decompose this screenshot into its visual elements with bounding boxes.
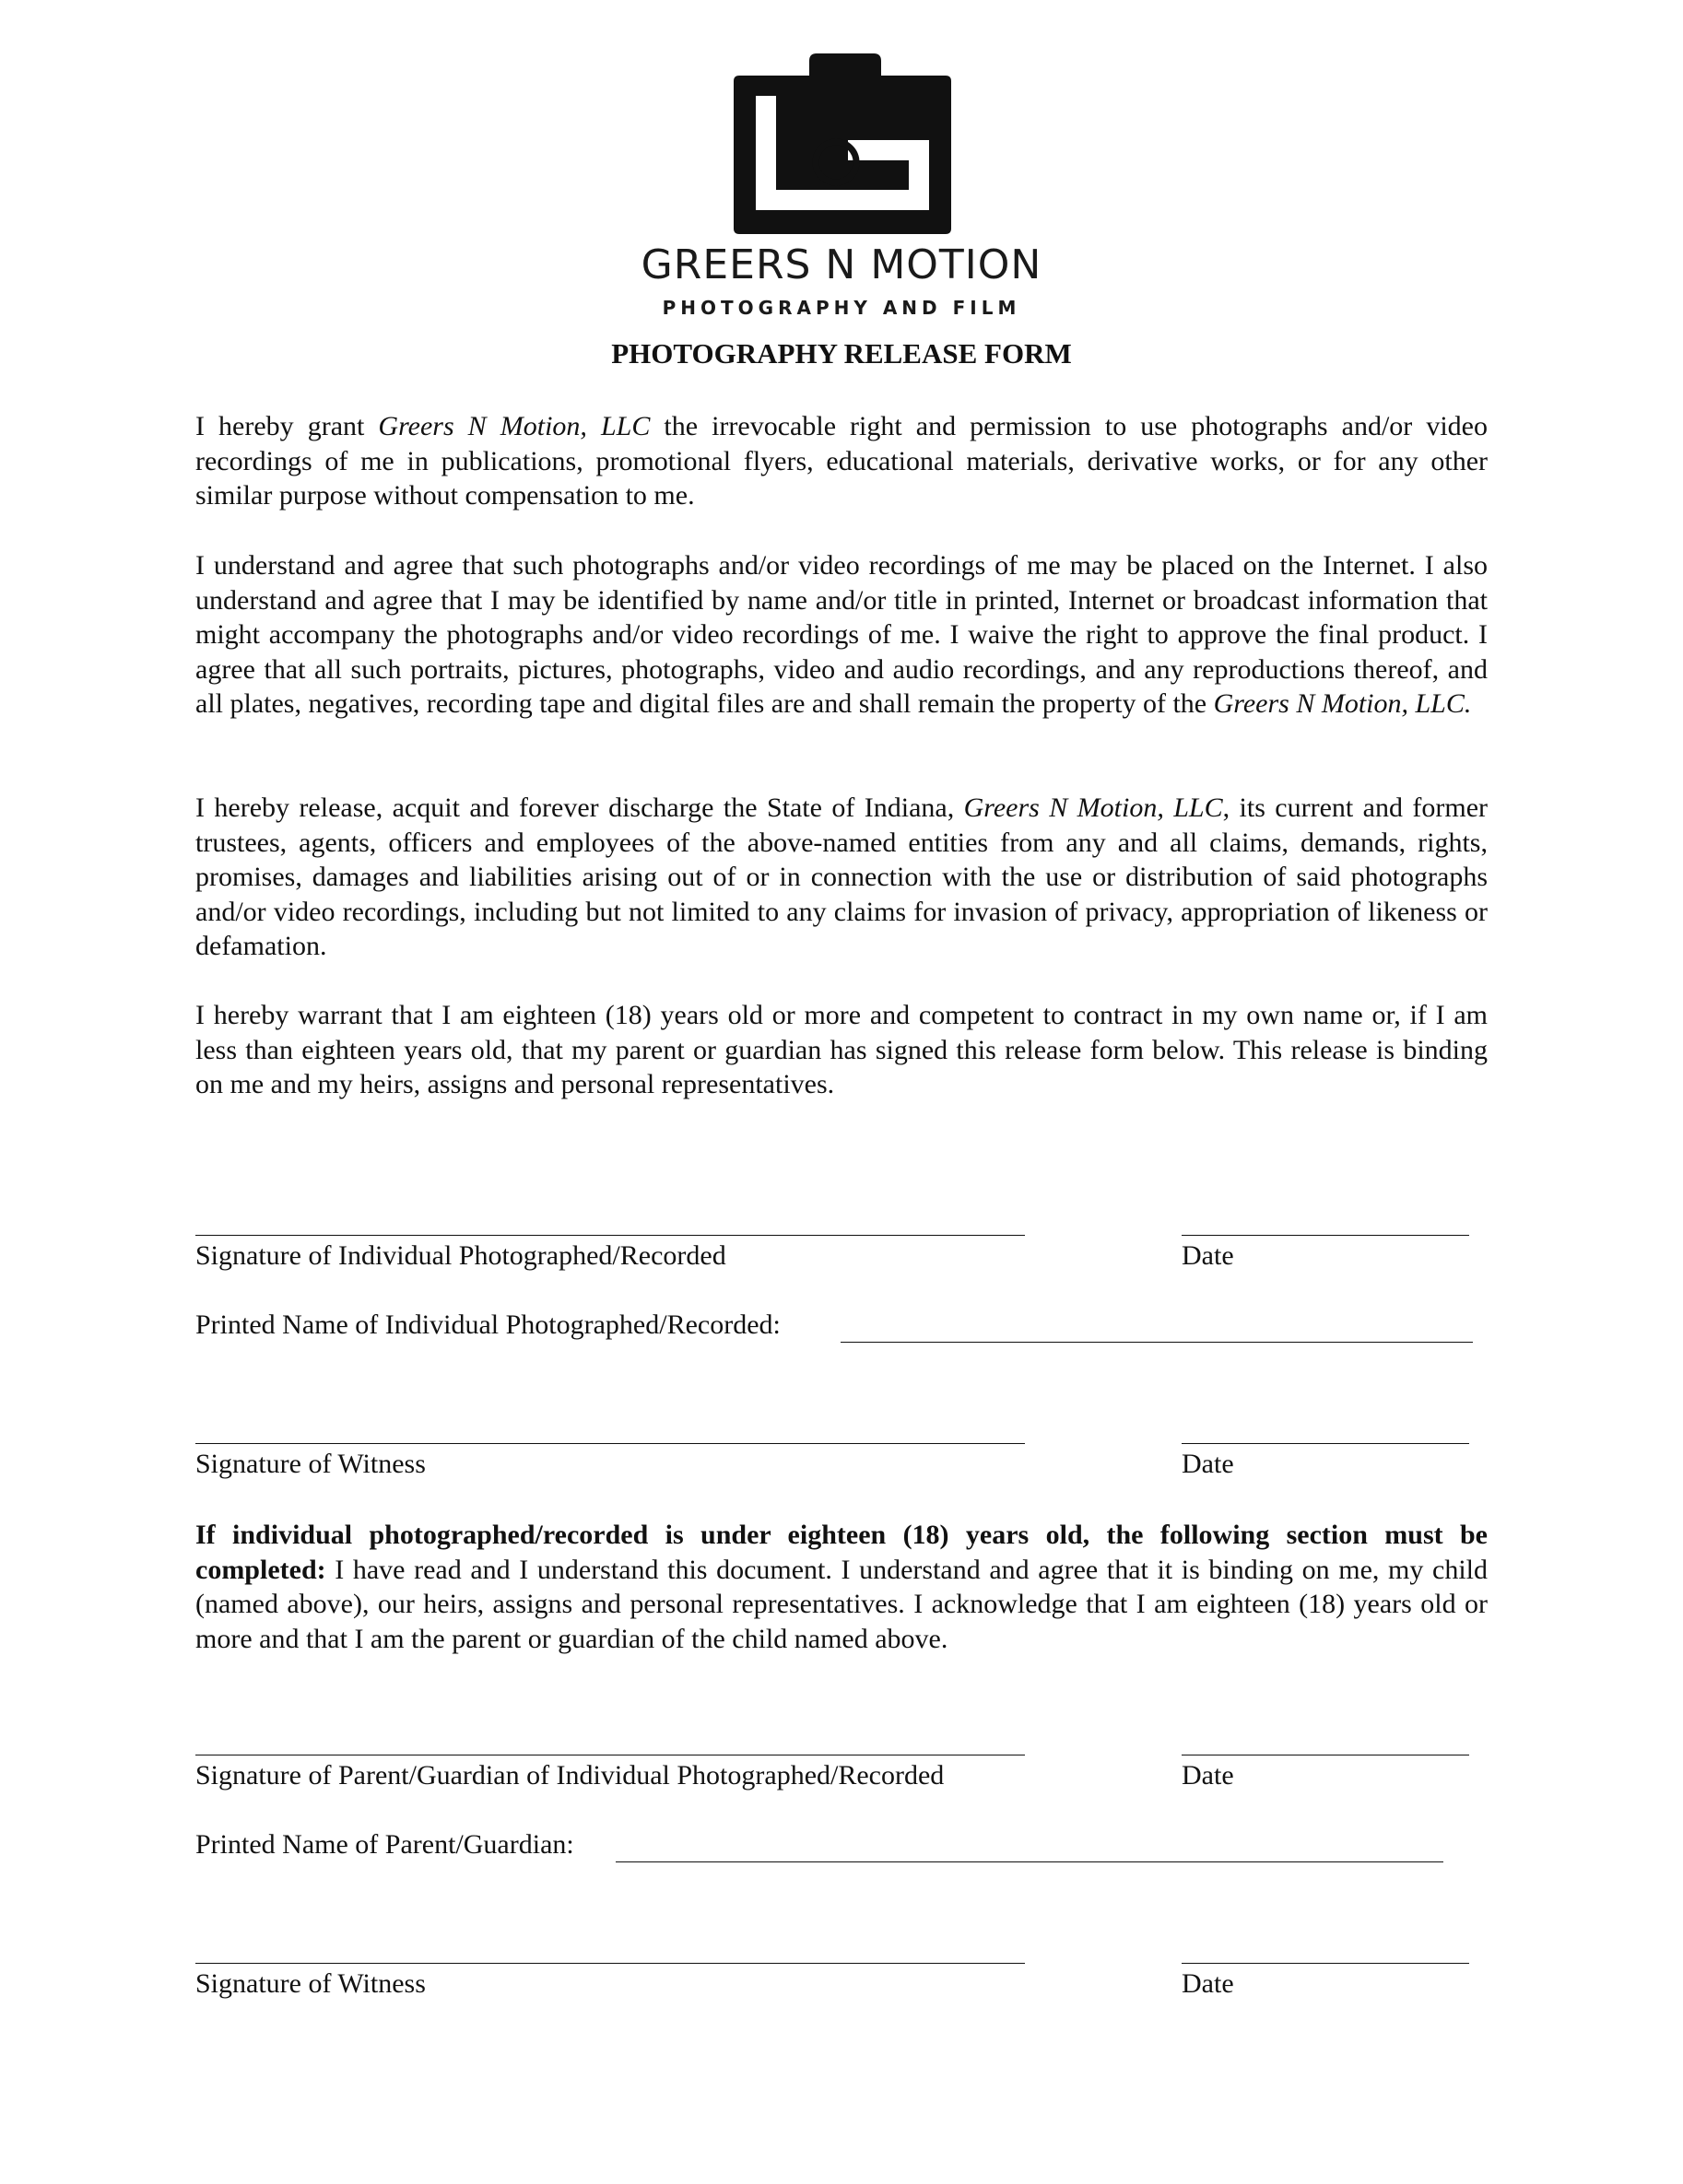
grant-text-start: I hereby grant [195, 411, 379, 441]
brand-tagline: PHOTOGRAPHY AND FILM [662, 297, 1021, 319]
witness1-signature-line[interactable] [195, 1443, 1025, 1444]
individual-printed-name-label: Printed Name of Individual Photographed/Recorded: [195, 1309, 781, 1340]
company-name: Greers N Motion, LLC. [1213, 688, 1472, 720]
parent-signature-label: Signature of Parent/Guardian of Individual Photographed/Recorded [195, 1760, 945, 1791]
individual-date-line[interactable] [1182, 1235, 1469, 1236]
minor-notice-text: I have read and I understand this document. I understand and agree that it is binding on me, my child (named above), our heirs, assigns and personal representatives. I acknowledge that I am eighteen (18) years old or more and that I am the parent or guardian of the child named above. [195, 1554, 1488, 1654]
brand-name: GREERS N MOTION [641, 241, 1042, 288]
individual-signature-line[interactable] [195, 1235, 1025, 1236]
witness1-signature-label: Signature of Witness [195, 1449, 426, 1479]
camera-g-logo-icon [734, 53, 951, 234]
release-text-start: I hereby release, acquit and forever discharge the State of Indiana, [195, 793, 964, 823]
grant-paragraph [195, 409, 1488, 513]
date-label: Date [1182, 1449, 1234, 1479]
date-label: Date [1182, 1240, 1234, 1271]
witness2-date-line[interactable] [1182, 1963, 1469, 1964]
company-name: Greers N Motion, LLC [378, 411, 651, 441]
parent-printed-name-label: Printed Name of Parent/Guardian: [195, 1829, 574, 1860]
witness2-signature-label: Signature of Witness [195, 1968, 426, 1999]
minor-notice-heading: If individual photographed/recorded is under eighteen (18) years old, the following section must be completed: [195, 1520, 1488, 1585]
minor-notice-paragraph [195, 1518, 1488, 1656]
date-label: Date [1182, 1968, 1234, 1999]
parent-printed-name-line[interactable] [616, 1861, 1443, 1862]
date-label: Date [1182, 1760, 1234, 1791]
release-paragraph [195, 791, 1488, 964]
company-name: Greers N Motion, LLC [963, 793, 1223, 823]
release-text-end: , its current and former trustees, agents, officers and employees of the above-named entities from any and all claims, demands, rights, promises, damages and liabilities arising out of or in connection with the use or distribution of said photographs and/or video recordings, including but not limited to any claims for invasion of privacy, appropriation of likeness or defamation. [195, 793, 1489, 962]
witness2-signature-line[interactable] [195, 1963, 1025, 1964]
individual-signature-label: Signature of Individual Photographed/Recorded [195, 1240, 726, 1271]
page-title: PHOTOGRAPHY RELEASE FORM [611, 337, 1072, 370]
individual-printed-name-line[interactable] [841, 1342, 1473, 1343]
warranty-paragraph: I hereby warrant that I am eighteen (18) years old or more and competent to contract in my own name or, if I am less than eighteen years old, that my parent or guardian has signed this release form below. This release is binding on me and my heirs, assigns and personal representatives. [195, 1000, 1488, 1100]
internet-consent-text: I understand and agree that such photographs and/or video recordings of me may be placed on the Internet. I also understand and agree that I may be identified by name and/or title in printed, Internet or broadcast information that might accompany the photographs and/or video recordings of me. I waive the right to approve the final product. I agree that all such portraits, pictures, photographs, video and audio recordings, and any reproductions thereof, and all plates, negatives, recording tape and digital files are and shall remain the property of the [195, 550, 1488, 720]
internet-consent-paragraph [195, 548, 1488, 722]
witness1-date-line[interactable] [1182, 1443, 1469, 1444]
grant-text-end: the irrevocable right and permission to use photographs and/or video recordings of me in publications, promotional flyers, educational materials, derivative works, or for any other similar purpose without compensation to me. [195, 411, 1488, 511]
